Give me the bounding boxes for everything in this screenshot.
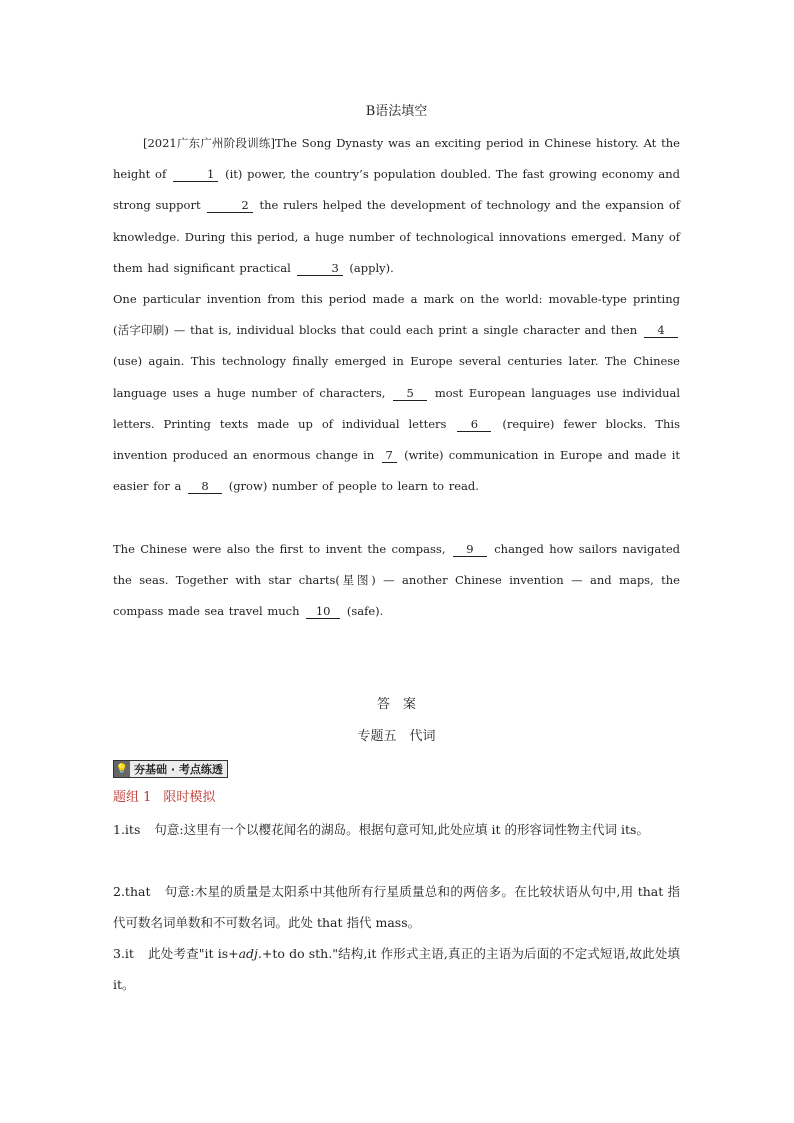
blank-10[interactable]: 10 <box>306 605 340 619</box>
blank-7[interactable]: 7 <box>382 449 397 463</box>
answers-heading: 答 案 <box>376 697 416 712</box>
answer-item-2: 2.that 句意:木星的质量是太阳系中其他所有行星质量总和的两倍多。在比较状语从句中,用 that 指代可数名词单数和不可数名词。此处 that 指代 mass。 <box>113 884 680 930</box>
blank-4[interactable]: 4 <box>644 324 678 338</box>
answer-item-1: 1.its 句意:这里有一个以樱花闻名的湖岛。根据句意可知,此处应填 it 的形容词性物主代词 its。 <box>113 822 649 837</box>
passage-paragraph-1: [2021广东广州阶段训练]The Song Dynasty was an exciting period in Chinese history. At the height of 1 (it) power, the country’s population doubled. The fast growing economy and strong support 2 the rulers helped the development of technology and the expansion of knowledge. During this period, a huge number of technological innovations emerged. Many of them had significant practical 3 (apply). <box>113 136 681 275</box>
blank-8[interactable]: 8 <box>188 480 222 494</box>
answer-item-3: 3.it 此处考查"it is+adj.+to do sth."结构,it 作形式主语,真正的主语为后面的不定式短语,故此处填 it。 <box>113 946 681 992</box>
banner-label: 夯基础 · 考点练透 <box>134 763 223 776</box>
lightbulb-icon: 💡 <box>114 761 130 777</box>
passage-paragraph-3: The Chinese were also the first to invent the compass, 9 changed how sailors navigated the seas. Together with star charts(星图) — another Chinese invention — and maps, the compass made sea travel much 10 (safe). <box>113 542 680 619</box>
blank-9[interactable]: 9 <box>453 543 487 557</box>
blank-3[interactable]: 3 <box>297 262 342 276</box>
passage-paragraph-2: One particular invention from this period made a mark on the world: movable-type printing (活字印刷) — that is, individual blocks that could each print a single character and then 4 (use) again. This technology finally emerged in Europe several centuries later. The Chinese language uses a huge number of characters, 5 most European languages use individual letters. Printing texts made up of individual letters 6 (require) fewer blocks. This invention produced an enormous change in 7 (write) communication in Europe and made it easier for a 8 (grow) number of people to learn to read. <box>113 292 681 494</box>
source-tag: [2021广东广州阶段训练] <box>143 136 276 150</box>
section-title: B语法填空 <box>365 104 428 119</box>
blank-6[interactable]: 6 <box>457 418 491 432</box>
blank-2[interactable]: 2 <box>207 199 252 213</box>
blank-5[interactable]: 5 <box>393 387 427 401</box>
topic-title: 专题五 代词 <box>357 729 436 744</box>
group-title: 题组 1 限时模拟 <box>113 790 216 805</box>
section-banner <box>113 760 228 778</box>
blank-1[interactable]: 1 <box>173 168 218 182</box>
